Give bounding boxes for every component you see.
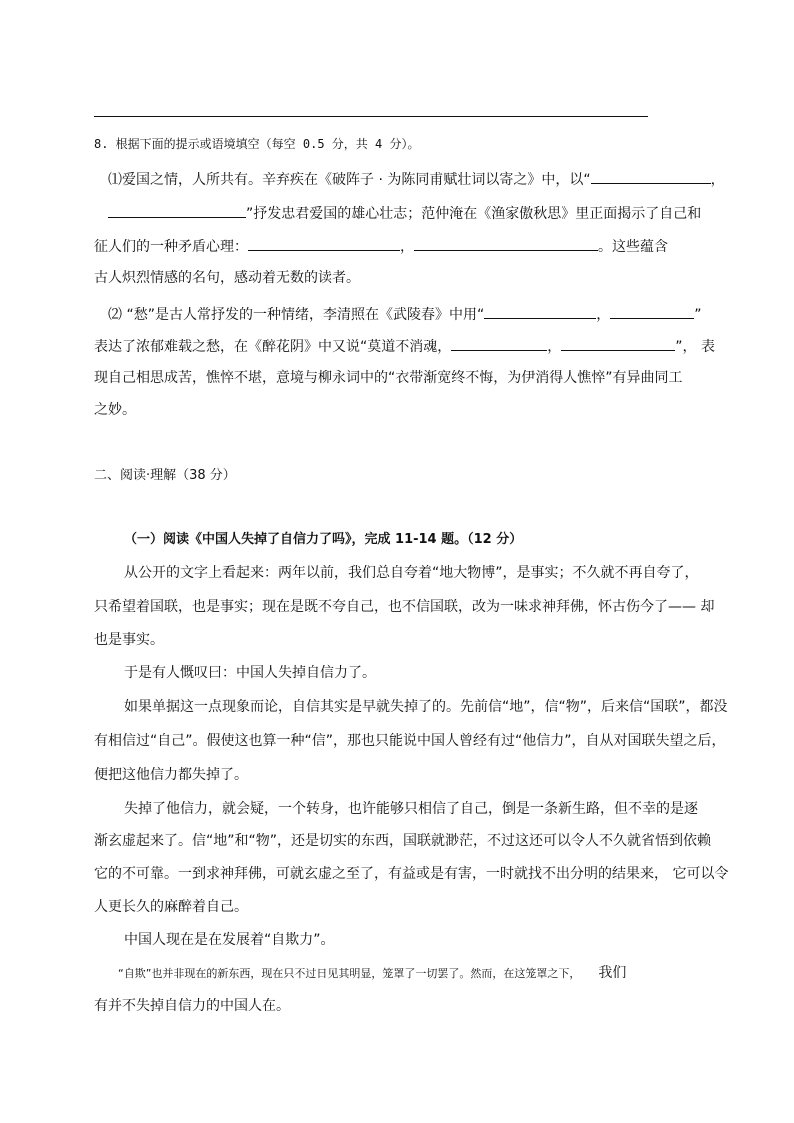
q8-item1-line1-text: ⑴爱国之情，人所共有。辛弃疾在《破阵子 · 为陈同甫赋壮词以寄之》中，以“ [108, 172, 591, 188]
reading-1-heading: （一）阅读《中国人失掉了自信力了吗》，完成 11-14 题。（12 分） [124, 532, 523, 547]
q8-item2-line4: 之妙。 [94, 402, 136, 418]
p4-line1: 失掉了他信力，就会疑，一个转身，也许能够只相信了自己，倒是一条新生路，但不幸的是逐 [124, 801, 698, 817]
p5-line1: 中国人现在是在发展着“自欺力”。 [124, 932, 335, 948]
p4-line3: 它的不可靠。一到求神拜佛，可就玄虚之至了，有益或是有害，一时就找不出分明的结果来， 它可以令 [94, 866, 729, 882]
p6-line2: 有并不失掉自信力的中国人在。 [94, 998, 290, 1014]
q8-item1-line3-mid: ， [400, 239, 414, 255]
p1-line1: 从公开的文字上看起来：两年以前，我们总自夸着“地大物博”，是事实；不久就不再自夸了， [124, 565, 699, 581]
answer-blank[interactable] [484, 303, 596, 319]
q8-item1-line4: 古人炽烈情感的名句，感动着无数的读者。 [94, 270, 360, 286]
q8-item2-line1-comma: ， [596, 307, 611, 323]
q8-item2-line2-comma: ， [547, 339, 562, 355]
q8-item2-line2-text: 表达了浓郁难载之愁，在《醉花阴》中又说“莫道不消魂， [94, 339, 452, 355]
answer-blank[interactable] [561, 335, 675, 351]
q8-item2-line2-end: ”， 表 [675, 339, 715, 355]
answer-blank[interactable] [591, 168, 711, 184]
p4-line2: 渐玄虚起来了。信“地”和“物”，还是切实的东西，国联就渺茫，不过这还可以令人不久就省悟到依赖 [94, 833, 712, 849]
p6-line1-tail: 我们 [598, 965, 627, 981]
q8-item2-line3: 现自己相思成苦，憔悴不堪，意境与柳永词中的“衣带渐宽终不悔，为伊消得人憔悴”有异曲同工 [94, 370, 683, 386]
question-8-title: 8. 根据下面的提示或语境填空（每空 0.5 分，共 4 分）。 [94, 137, 420, 151]
q8-item1-line1-comma: ， [710, 172, 725, 188]
p6-line1-text: “自欺”也并非现在的新东西，现在只不过日见其明显，笼罩了一切罢了。然而，在这笼罩之下， [118, 967, 581, 980]
q8-item1-line1 [108, 168, 725, 190]
q8-item2-line1-end: ” [694, 307, 702, 323]
section-2-heading: 二、阅读·理解（38 分） [94, 468, 236, 483]
p1-line3: 也是事实。 [94, 632, 164, 648]
q8-item1-line3 [94, 235, 668, 257]
q8-item2-line1-text: ⑵ “愁”是古人常抒发的一种情绪，李清照在《武陵春》中用“ [108, 307, 485, 323]
q8-item1-line2-text: ”抒发忠君爱国的雄心壮志；范仲淹在《渔家傲秋思》里正面揭示了自己和 [246, 206, 702, 222]
p3-line1: 如果单据这一点现象而论，自信其实是早就失掉了的。先前信“地”，信“物”，后来信“国联”，都没 [124, 699, 728, 715]
p3-line3: 便把这他信力都失掉了。 [94, 767, 248, 783]
q8-item1-line2 [108, 202, 701, 224]
p4-line4: 人更长久的麻醉着自己。 [94, 899, 248, 915]
answer-blank[interactable] [610, 303, 694, 319]
answer-blank[interactable] [248, 235, 400, 251]
p2-line1: 于是有人慨叹曰：中国人失掉自信力了。 [124, 665, 376, 681]
top-divider-line [94, 116, 648, 117]
p6-line1 [118, 963, 626, 984]
p3-line2: 有相信过“自己”。假使这也算一种“信”，那也只能说中国人曾经有过“他信力”，自从对国联失望之后， [94, 733, 726, 749]
answer-blank[interactable] [108, 202, 246, 218]
q8-item2-line2 [94, 335, 715, 357]
p1-line2: 只希望着国联，也是事实；现在是既不夸自己，也不信国联，改为一味求神拜佛，怀古伤今了—— 却 [94, 599, 715, 615]
q8-item2-line1 [108, 303, 701, 325]
q8-item1-line3-suffix: 。这些蕴含 [598, 239, 668, 255]
answer-blank[interactable] [414, 235, 598, 251]
answer-blank[interactable] [451, 335, 547, 351]
q8-item1-line3-prefix: 征人们的一种矛盾心理： [94, 239, 248, 255]
